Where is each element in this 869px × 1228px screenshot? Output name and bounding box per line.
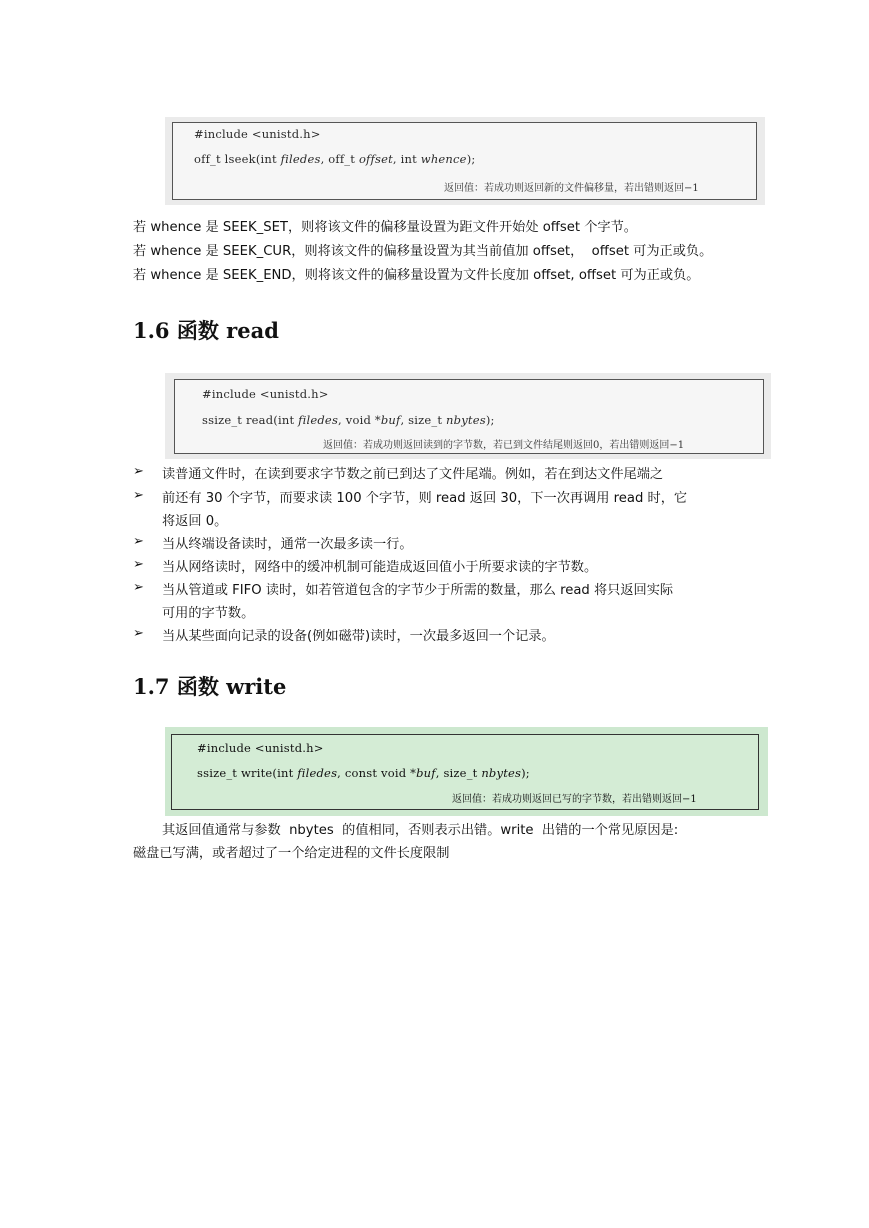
whence-set-line: 若 whence 是 SEEK_SET，则将该文件的偏移量设置为距文件开始处 offset 个字节。	[133, 220, 637, 235]
read-bullet-text: 当从管道或 FIFO 读时，如若管道包含的字节少于所需的数量，那么 read 将只返回实际	[162, 583, 674, 598]
read-bullet-text: 当从网络读时，网络中的缓冲机制可能造成返回值小于所要求读的字节数。	[162, 560, 598, 575]
lseek-include-line: #include <unistd.h>	[194, 127, 321, 141]
bullet-marker: ➢	[133, 626, 144, 641]
read-include-line: #include <unistd.h>	[202, 387, 329, 401]
bullet-marker: ➢	[133, 557, 144, 572]
lseek-return-note: 返回值：若成功则返回新的文件偏移量，若出错则返回−1	[444, 183, 699, 194]
read-bullet-continuation: 将返回 0。	[162, 514, 228, 529]
heading-read: 1.6 函数 read	[133, 318, 279, 343]
write-paragraph-line1: 其返回值通常与参数 nbytes 的值相同，否则表示出错。write 出错的一个常见原因是:	[162, 823, 679, 838]
read-signature-line: ssize_t read(int filedes, void *buf, size_t nbytes);	[202, 413, 495, 427]
heading-write: 1.7 函数 write	[133, 674, 287, 699]
read-return-note: 返回值：若成功则返回读到的字节数，若已到文件结尾则返回0，若出错则返回−1	[323, 440, 685, 451]
whence-cur-line: 若 whence 是 SEEK_CUR，则将该文件的偏移量设置为其当前值加 offset， offset 可为正或负。	[133, 244, 713, 259]
write-return-note: 返回值：若成功则返回已写的字节数，若出错则返回−1	[452, 794, 697, 805]
lseek-signature-line: off_t lseek(int filedes, off_t offset, int whence);	[194, 152, 476, 166]
read-bullet-continuation: 可用的字节数。	[162, 606, 255, 621]
write-code-image	[165, 727, 768, 816]
bullet-marker: ➢	[133, 580, 144, 595]
bullet-marker: ➢	[133, 488, 144, 503]
bullet-marker: ➢	[133, 464, 144, 479]
write-paragraph-line2: 磁盘已写满，或者超过了一个给定进程的文件长度限制	[133, 846, 450, 861]
whence-end-line: 若 whence 是 SEEK_END，则将该文件的偏移量设置为文件长度加 offset, offset 可为正或负。	[133, 268, 700, 283]
read-bullet-text: 前还有 30 个字节，而要求读 100 个字节，则 read 返回 30，下一次再调用 read 时，它	[162, 491, 688, 506]
lseek-code-image	[165, 117, 765, 205]
bullet-marker: ➢	[133, 534, 144, 549]
write-signature-line: ssize_t write(int filedes, const void *buf, size_t nbytes);	[197, 766, 530, 780]
read-bullet-text: 读普通文件时，在读到要求字节数之前已到达了文件尾端。例如，若在到达文件尾端之	[162, 467, 664, 482]
read-code-image	[165, 373, 771, 459]
read-bullet-text: 当从终端设备读时，通常一次最多读一行。	[162, 537, 413, 552]
read-bullet-text: 当从某些面向记录的设备(例如磁带)读时，一次最多返回一个记录。	[162, 629, 555, 644]
write-include-line: #include <unistd.h>	[197, 741, 324, 755]
